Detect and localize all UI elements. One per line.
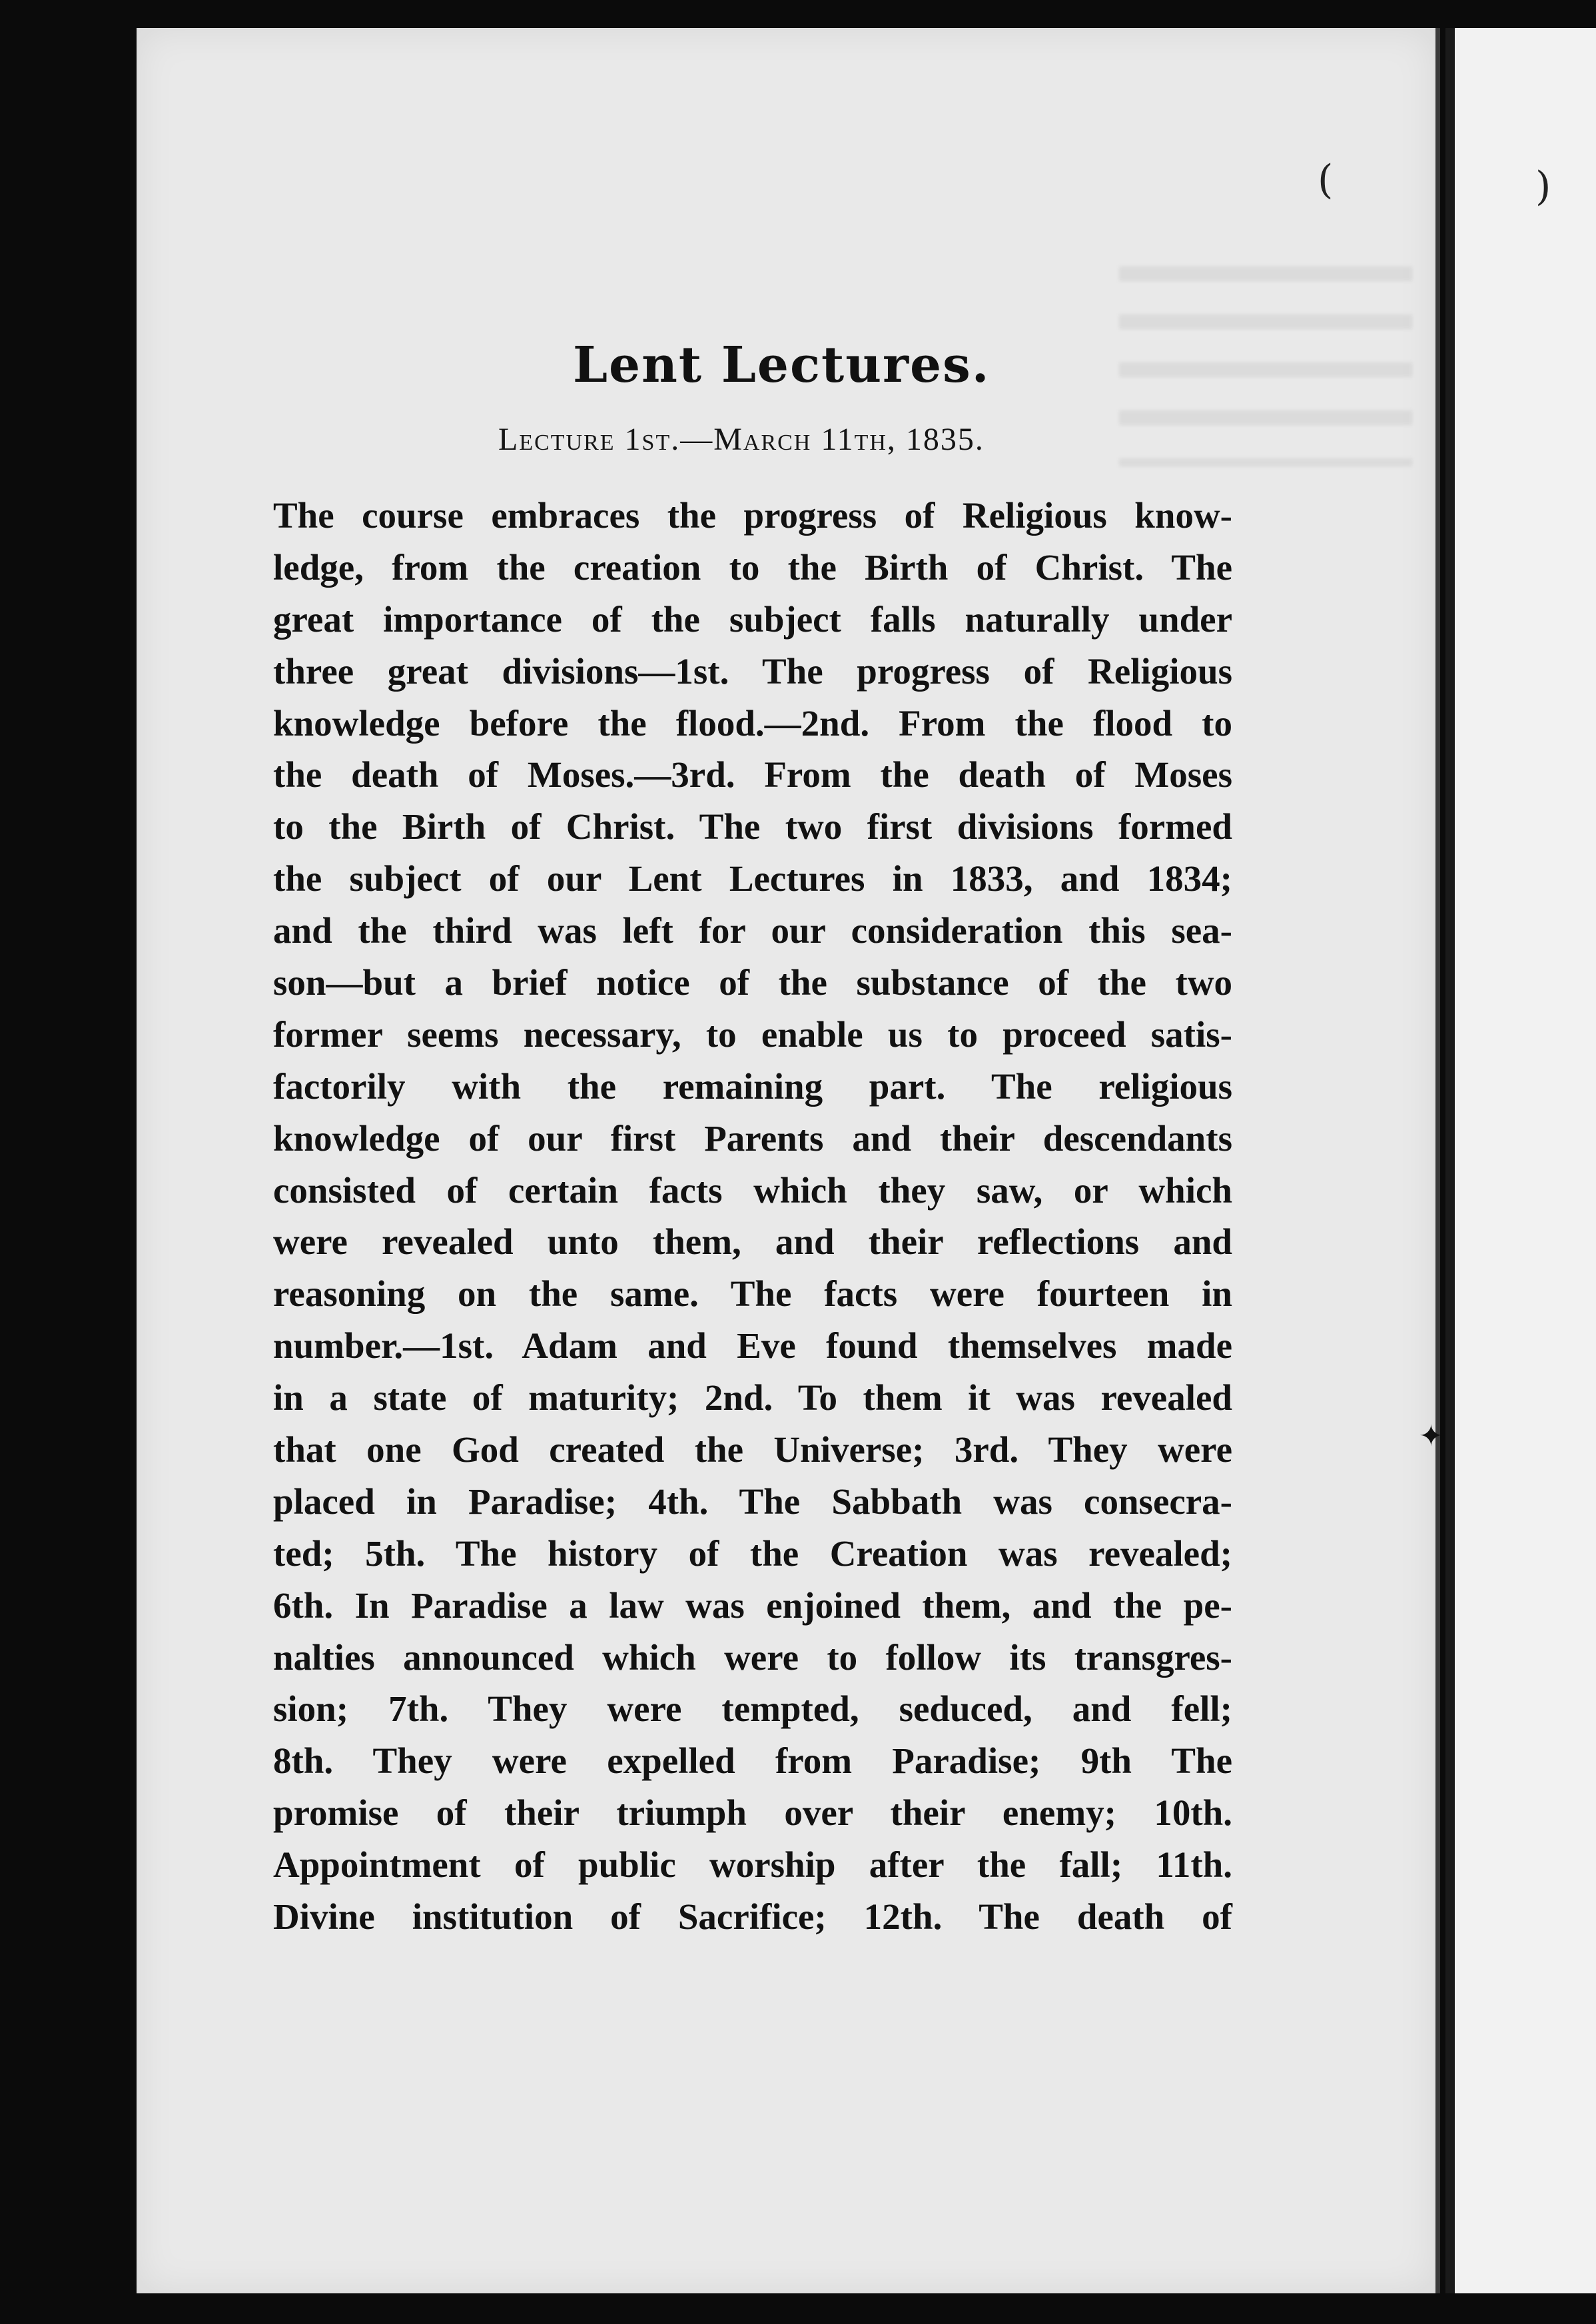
text-line: three great divisions—1st. The progress of Religious — [273, 650, 1232, 692]
bleed-through-text — [1119, 267, 1412, 466]
text-line: to the Birth of Christ. The two first divisions formed — [273, 806, 1232, 848]
text-line: sion; 7th. They were tempted, seduced, and fell; — [273, 1688, 1232, 1730]
margin-mark-right: ) — [1535, 163, 1551, 210]
text-line: former seems necessary, to enable us to proceed satis- — [273, 1013, 1232, 1055]
text-line: 6th. In Paradise a law was enjoined them, and the pe- — [273, 1584, 1232, 1626]
facing-page — [1445, 28, 1596, 2293]
body-text — [273, 490, 1232, 1943]
edge-mark: ✦ — [1419, 1419, 1443, 1453]
text-line: the subject of our Lent Lectures in 1833, and 1834; — [273, 858, 1232, 899]
text-line: the death of Moses.—3rd. From the death of Moses — [273, 754, 1232, 796]
text-line: consisted of certain facts which they saw, or which — [273, 1169, 1232, 1211]
text-line: were revealed unto them, and their reflections and — [273, 1221, 1232, 1263]
text-line: factorily with the remaining part. The religious — [273, 1065, 1232, 1107]
margin-mark-left: ( — [1318, 157, 1334, 203]
text-line: reasoning on the same. The facts were fourteen in — [273, 1273, 1232, 1315]
text-line: placed in Paradise; 4th. The Sabbath was consecra- — [273, 1480, 1232, 1522]
text-line: son—but a brief notice of the substance of the two — [273, 962, 1232, 1003]
text-line: knowledge of our first Parents and their descendants — [273, 1117, 1232, 1159]
text-line: great importance of the subject falls naturally under — [273, 598, 1232, 640]
text-line: The course embraces the progress of Religious know- — [273, 495, 1232, 536]
text-line: knowledge before the flood.—2nd. From the flood to — [273, 702, 1232, 744]
text-line: Divine institution of Sacrifice; 12th. The death of — [273, 1896, 1232, 1938]
gutter-shadow — [1445, 28, 1455, 2293]
text-line: nalties announced which were to follow its transgres- — [273, 1636, 1232, 1678]
page-title: Lent Lectures. — [573, 336, 991, 394]
text-line: 8th. They were expelled from Paradise; 9th The — [273, 1740, 1232, 1782]
text-line: ledge, from the creation to the Birth of Christ. The — [273, 546, 1232, 588]
text-line: and the third was left for our consideration this sea- — [273, 910, 1232, 951]
text-line: in a state of maturity; 2nd. To them it was revealed — [273, 1377, 1232, 1419]
text-line: that one God created the Universe; 3rd. They were — [273, 1429, 1232, 1470]
page-edge — [1435, 28, 1440, 2293]
text-line: ted; 5th. The history of the Creation was revealed; — [273, 1532, 1232, 1574]
text-line: promise of their triumph over their enemy; 10th. — [273, 1792, 1232, 1834]
text-line: Appointment of public worship after the fall; 11th. — [273, 1844, 1232, 1886]
lecture-heading: Lecture 1st.—March 11th, 1835. — [498, 422, 985, 457]
text-line: number.—1st. Adam and Eve found themselves made — [273, 1325, 1232, 1367]
